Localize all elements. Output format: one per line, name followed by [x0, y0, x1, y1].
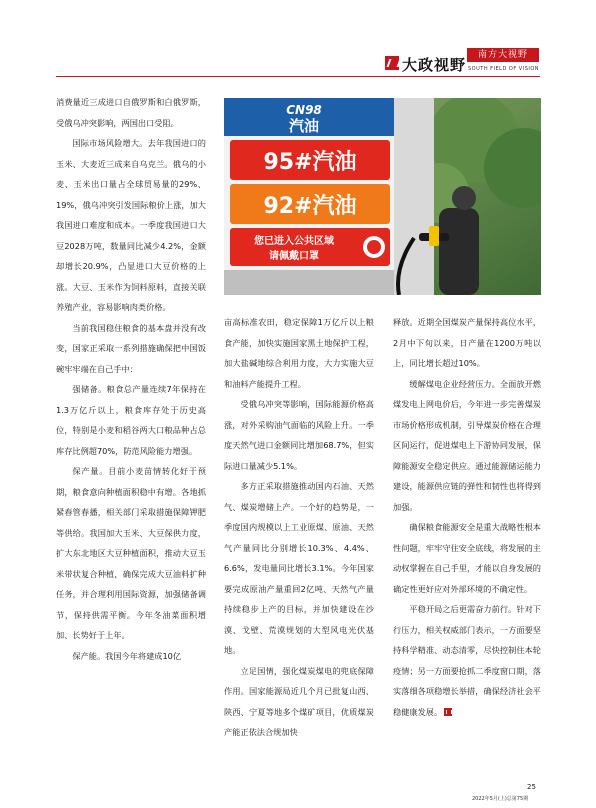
- gas-station-photo: [224, 98, 541, 295]
- text-column-2: [224, 312, 374, 743]
- header-divider: [56, 76, 540, 77]
- issue-date: 2022年5月(上)总第75期: [472, 796, 529, 802]
- page-number: 25: [527, 783, 536, 791]
- notice-line-2: 请佩戴口罩: [269, 251, 319, 262]
- paragraph: 消费量近三成进口自俄罗斯和白俄罗斯，受俄乌冲突影响，两国出口受阻。: [56, 97, 206, 128]
- paragraph: 受俄乌冲突等影响，国际能源价格高涨，对外采购油气面临的风险上升。一季度天然气进口金额同比增加68.7%，但实际进口量减少5.1%。: [224, 399, 374, 471]
- notice-line-1: 您已进入公共区域: [254, 236, 334, 247]
- text-column-3: [393, 312, 541, 722]
- section-subtitle: SOUTH FIELD OF VISION: [468, 66, 540, 72]
- article-end-icon: [444, 708, 452, 716]
- magazine-tag: 南方大视野: [467, 48, 539, 62]
- paragraph: 保产能。我国今年将建成10亿: [72, 650, 182, 661]
- paragraph: 确保粮食能源安全是重大战略性根本性问题，牢牢守住安全底线，将发展的主动权掌握在自己手里，才能以自身发展的确定性更好应对外部环境的不确定性。: [393, 522, 541, 594]
- sign-92-label: 92#汽油: [263, 194, 357, 219]
- paragraph: 释放。近期全国煤炭产量保持高位水平，2月中下旬以来，日产量在1200万吨以上，同比增长超过10%。: [393, 317, 541, 368]
- text-column-1: [56, 92, 206, 666]
- brand-label: CN98: [286, 103, 322, 117]
- sign-95-label: 95#汽油: [263, 150, 357, 175]
- section-title: 大政视野: [402, 56, 467, 74]
- paragraph-text: 平稳开局之后更需奋力前行。针对下行压力，相关权威部门表示，一方面要坚持科学精准、动态清零，尽快控制住本轮疫情；另一方面要抢抓二季度窗口期，落实落细各项稳增长举措，确保经济社会平稳健康发展。: [393, 604, 541, 717]
- paragraph: 国际市场风险增大。去年我国进口的玉米、大麦近三成来自乌克兰。俄乌的小麦、玉米出口量占全球贸易量的29%、19%，俄乌冲突引发国际粮价上涨，加大我国进口难度和成本。一季度我国进口大豆2028万吨，数量同比减少4.2%，金额却增长20.9%，凸显进口大豆价格的上涨。大豆、玉米作为饲料原料，直接关联养殖产业，容易影响肉类价格。: [56, 138, 206, 312]
- paragraph: 保产量。目前小麦苗情转化好于预期，粮食意向种植面积稳中有增。各地抓紧春管春播，相关部门采取措施保障钾肥等供给。我国加大玉米、大豆保供力度，扩大东北地区大豆种植面积，推动大豆玉米带状复合种植，确保完成大豆油料扩种任务，并合理利用国际资源，加强储备调节，保持供需平衡。今年冬油菜面积增加、长势好于上年。: [56, 466, 206, 640]
- sign-top-label: 汽油: [288, 117, 320, 135]
- paragraph: 缓解煤电企业经营压力。全面放开燃煤发电上网电价后，今年进一步完善煤炭市场价格形成机制，引导煤炭价格在合理区间运行，促进煤电上下游协同发展，保障能源安全稳定供应。通过能源储运能力建设，能源供应链的弹性和韧性也将得到加强。: [393, 378, 541, 512]
- paragraph-last: [393, 599, 541, 722]
- paragraph: 立足国情，强化煤炭煤电的兜底保障作用。国家能源局近几个月已批复山西、陕西、宁夏等地多个煤矿项目，优质煤炭产能正依法合规加快: [224, 665, 374, 737]
- paragraph: 强储备。粮食总产量连续7年保持在1.3万亿斤以上，粮食库存处于历史高位，特别是小麦和稻谷两大口粮品种占总库存比例超70%，防范风险能力增强。: [56, 384, 206, 456]
- paragraph: 当前我国稳住粮食的基本盘并没有改变，国家正采取一系列措施确保把中国饭碗牢牢端在自己手中：: [56, 322, 206, 374]
- magazine-logo-icon: [385, 56, 399, 70]
- paragraph: 亩高标准农田，稳定保障1万亿斤以上粮食产能，加快实施国家黑土地保护工程，加大盐碱地综合利用力度，大力实施大豆和油料产能提升工程。: [224, 317, 374, 389]
- paragraph: 多方正采取措施推动国内石油、天然气、煤炭增储上产。一个好的趋势是，一季度国内规模以上工业原煤、原油、天然气产量同比分别增长10.3%、4.4%、6.6%，发电量同比增长3.1%。今年国家要完成原油产量重回2亿吨、天然气产量持续稳步上产的目标，并加快建设在沙漠、戈壁、荒漠规划的大型风电光伏基地。: [224, 481, 374, 655]
